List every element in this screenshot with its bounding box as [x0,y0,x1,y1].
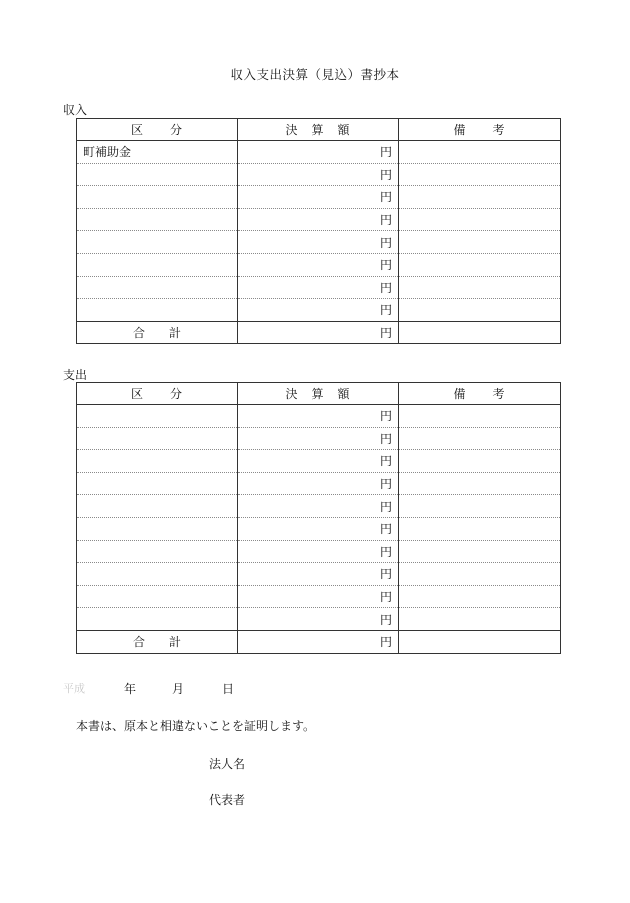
cell-amount: 円 [238,253,399,276]
cell-category [77,231,238,254]
cell-note [399,163,561,186]
cell-note [399,517,561,540]
cell-amount: 円 [238,517,399,540]
total-amount: 円 [238,630,399,653]
cell-amount: 円 [238,163,399,186]
cell-category [77,299,238,322]
header-amount: 決 算 額 [238,119,399,141]
cell-note [399,608,561,631]
corporation-name-label: 法人名 [209,757,246,771]
header-category: 区 分 [77,383,238,405]
total-note [399,321,561,344]
table-row [77,540,561,563]
cell-category [77,253,238,276]
cell-note [399,405,561,428]
expense-rows [77,405,561,654]
table-row [77,517,561,540]
total-row [77,321,561,344]
expense-table [76,382,561,654]
cell-category [77,540,238,563]
cell-category [77,427,238,450]
era-label: 平成 [63,682,85,695]
cell-note [399,472,561,495]
cell-category [77,585,238,608]
cell-amount: 円 [238,427,399,450]
cell-category [77,472,238,495]
header-note: 備 考 [399,119,561,141]
month-label: 月 [172,682,185,696]
cell-amount: 円 [238,540,399,563]
cell-category [77,186,238,209]
table-row [77,608,561,631]
cell-category [77,450,238,473]
table-row [77,208,561,231]
date-line [63,680,363,696]
cell-note [399,231,561,254]
cell-note [399,186,561,209]
total-note [399,630,561,653]
cell-amount: 円 [238,450,399,473]
cell-amount: 円 [238,405,399,428]
cell-category [77,405,238,428]
cell-amount: 円 [238,141,399,164]
cell-note [399,563,561,586]
cell-amount: 円 [238,299,399,322]
certification-statement: 本書は、原本と相違ないことを証明します。 [76,719,316,733]
table-row [77,299,561,322]
cell-category [77,495,238,518]
total-row [77,630,561,653]
table-row [77,585,561,608]
table-row [77,495,561,518]
cell-amount: 円 [238,585,399,608]
table-row [77,427,561,450]
table-row [77,563,561,586]
header-note: 備 考 [399,383,561,405]
document-title: 収入支出決算（見込）書抄本 [230,67,400,82]
cell-note [399,585,561,608]
cell-amount: 円 [238,208,399,231]
cell-note [399,450,561,473]
income-rows [77,141,561,344]
cell-amount: 円 [238,472,399,495]
income-header-row [77,119,561,141]
cell-note [399,253,561,276]
cell-category: 町補助金 [77,141,238,164]
cell-note [399,141,561,164]
table-row [77,253,561,276]
day-label: 日 [222,682,235,696]
cell-note [399,299,561,322]
cell-amount: 円 [238,231,399,254]
cell-note [399,495,561,518]
cell-category [77,276,238,299]
income-section-label: 収入 [63,103,88,117]
header-category: 区 分 [77,119,238,141]
table-row [77,186,561,209]
cell-category [77,608,238,631]
total-label: 合 計 [77,630,238,653]
cell-note [399,540,561,563]
table-row [77,276,561,299]
representative-label: 代表者 [209,793,246,807]
cell-amount: 円 [238,608,399,631]
cell-amount: 円 [238,495,399,518]
table-row [77,405,561,428]
table-row [77,231,561,254]
cell-category [77,563,238,586]
total-label: 合 計 [77,321,238,344]
cell-category [77,208,238,231]
cell-category [77,517,238,540]
cell-amount: 円 [238,276,399,299]
cell-amount: 円 [238,186,399,209]
cell-category [77,163,238,186]
expense-section-label: 支出 [63,368,88,382]
table-row [77,450,561,473]
table-row [77,141,561,164]
cell-note [399,208,561,231]
income-table [76,118,561,344]
expense-header-row [77,383,561,405]
header-amount: 決 算 額 [238,383,399,405]
cell-amount: 円 [238,563,399,586]
year-label: 年 [124,682,137,696]
cell-note [399,427,561,450]
table-row [77,163,561,186]
cell-note [399,276,561,299]
total-amount: 円 [238,321,399,344]
table-row [77,472,561,495]
